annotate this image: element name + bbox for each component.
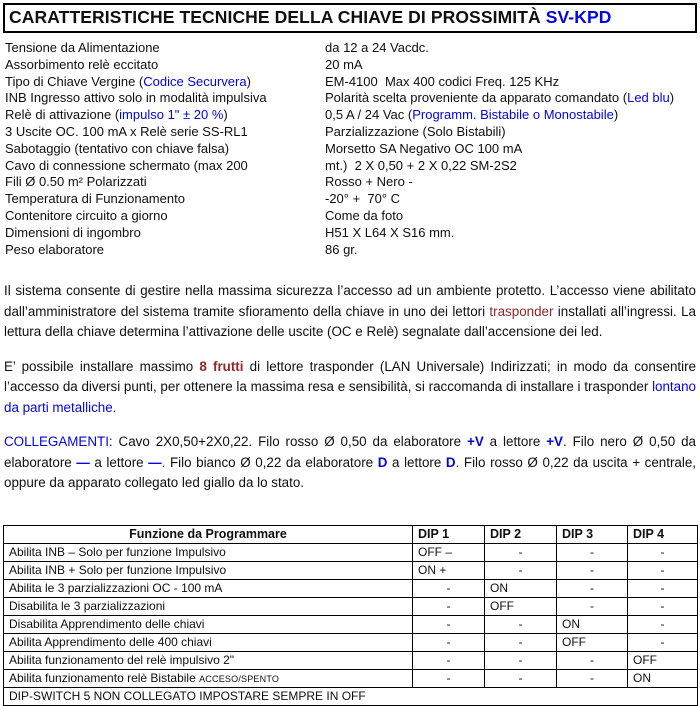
funzione-cell-text: ACCESO/SPENTO <box>199 674 280 685</box>
funzione-cell-text: Abilita Apprendimento delle 400 chiavi <box>9 635 212 650</box>
funzione-cell <box>4 543 413 561</box>
spec-value-text: 86 gr. <box>325 241 358 257</box>
spec-value <box>325 208 697 225</box>
spec-row <box>5 107 697 124</box>
funzione-cell-text: Abilita le 3 parzializzazioni OC - 100 mA <box>9 581 223 596</box>
dip-table-head <box>4 525 698 543</box>
table-row <box>4 651 698 669</box>
table-row <box>4 561 698 579</box>
spec-value <box>325 225 697 242</box>
paragraph-collegamenti-text: a lettore <box>387 454 446 470</box>
spec-label <box>5 57 325 74</box>
dip-value-cell: ON <box>557 615 628 633</box>
dip-value-cell: - <box>557 579 628 597</box>
spec-value-text: ) <box>669 90 675 106</box>
funzione-cell <box>4 579 413 597</box>
spec-list <box>3 40 697 258</box>
funzione-cell-text: Abilita INB + Solo per funzione Impulsivo <box>9 563 227 578</box>
table-row <box>4 687 698 705</box>
table-row <box>4 615 698 633</box>
spec-row <box>5 74 697 91</box>
dip-value-cell: ON <box>485 579 557 597</box>
dip-value-cell: - <box>628 597 698 615</box>
column-header-dip: DIP 2 <box>485 525 557 543</box>
funzione-cell <box>4 561 413 579</box>
spec-label-text: 3 Uscite OC. 100 mA x Relè serie SS-RL1 <box>5 123 248 139</box>
spec-value <box>325 107 697 124</box>
spec-row <box>5 225 697 242</box>
paragraph-installazione-frutti-text: di lettore trasponder (LAN Universale) Indirizzati; in modo da consentire l’accesso da diversi punti, per ottenere la massima resa e sensibilità, si raccomanda di installare i trasponder <box>4 358 696 395</box>
spec-value-text: Led blu <box>627 90 670 106</box>
dip-value-cell: - <box>413 615 485 633</box>
spec-row <box>5 208 697 225</box>
spec-label-text: Codice Securvera <box>143 73 247 89</box>
spec-value <box>325 74 697 91</box>
spec-row <box>5 90 697 107</box>
table-row <box>4 579 698 597</box>
paragraph-system-description-text: trasponder <box>489 303 554 319</box>
spec-row <box>5 57 697 74</box>
spec-value <box>325 174 697 191</box>
dip-value-cell: - <box>628 543 698 561</box>
paragraph-installazione-frutti-text: E’ possibile installare massimo <box>4 358 200 374</box>
spec-value <box>325 242 697 259</box>
spec-label <box>5 174 325 191</box>
paragraph-collegamenti-text: Cavo 2X0,50+2X0,22. Filo rosso Ø 0,50 da elaboratore <box>112 434 467 450</box>
column-header-dip: DIP 3 <box>557 525 628 543</box>
funzione-cell <box>4 633 413 651</box>
spec-value-text: Programm. Bistabile o Monostabile <box>412 107 614 123</box>
dip-value-cell: - <box>413 669 485 687</box>
paragraph-installazione-frutti-text: lontano da parti metalliche. <box>4 379 696 415</box>
dip-switch-table <box>3 525 698 706</box>
spec-value-text: mt.) 2 X 0,50 + 2 X 0,22 SM-2S2 <box>325 157 517 173</box>
spec-label-text: Tensione da Alimentazione <box>5 40 160 55</box>
column-header-dip: DIP 1 <box>413 525 485 543</box>
spec-row <box>5 191 697 208</box>
dip-value-cell: - <box>485 615 557 633</box>
spec-label-text: INB Ingresso attivo solo in modalità impulsiva <box>5 90 267 106</box>
paragraph-collegamenti-text: a lettore <box>89 454 149 470</box>
paragraph-collegamenti-text: — <box>76 454 90 470</box>
table-row <box>4 597 698 615</box>
spec-label-text: Contenitore circuito a giorno <box>5 207 168 223</box>
spec-label <box>5 208 325 225</box>
paragraph-collegamenti-text: COLLEGAMENTI: <box>4 434 113 450</box>
spec-value <box>325 141 697 158</box>
spec-value <box>325 90 697 107</box>
dip-value-cell: OFF <box>557 633 628 651</box>
dip-value-cell: - <box>628 561 698 579</box>
spec-row <box>5 124 697 141</box>
paragraph-collegamenti-text: . Filo bianco Ø 0,22 da elaboratore <box>161 454 378 470</box>
paragraph-collegamenti-text: D <box>445 454 456 470</box>
paragraph-collegamenti-text: D <box>377 454 388 470</box>
funzione-cell-text: Disabilita Apprendimento delle chiavi <box>9 617 205 632</box>
spec-value-text: ) <box>613 107 619 123</box>
paragraph-collegamenti-text: — <box>148 454 162 470</box>
paragraph-system-description-text: Il sistema consente di gestire nella massima sicurezza l’accesso ad un ambiente protetto. L’accesso viene abilitato dall’amministratore del sistema tramite sfioramento della chiave in uno dei lettori <box>4 283 696 319</box>
spec-label-text: ) <box>246 73 251 89</box>
spec-label-text: Assorbimento relè eccitato <box>5 56 159 72</box>
spec-value <box>325 158 697 175</box>
funzione-cell-text: Abilita funzionamento relè Bistabile <box>9 671 200 686</box>
paragraph-system-description <box>4 281 696 343</box>
spec-value-text: da 12 a 24 Vacdc. <box>325 40 429 55</box>
spec-value-text: -20° + 70° C <box>325 191 401 207</box>
dip-value-cell: - <box>628 579 698 597</box>
funzione-cell <box>4 651 413 669</box>
funzione-cell <box>4 669 413 687</box>
spec-value-text: Come da foto <box>325 207 404 223</box>
spec-label <box>5 225 325 242</box>
paragraph-system-description-text: installati all’ingressi. La lettura della chiave determina l’attivazione delle uscite (OC e Relè) segnalate dall’accensione dei led. <box>4 303 696 340</box>
spec-row <box>5 242 697 259</box>
dip-value-cell: - <box>557 597 628 615</box>
spec-label <box>5 107 325 124</box>
spec-label-text: Dimensioni di ingombro <box>5 224 141 240</box>
spec-row <box>5 158 697 175</box>
page-title <box>9 7 691 28</box>
dip-value-cell: OFF <box>485 597 557 615</box>
funzione-cell-text: Disabilita le 3 parzializzazioni <box>9 599 166 614</box>
spec-value-text: H51 X L64 X S16 mm. <box>325 224 455 240</box>
paragraph-collegamenti-text: . Filo rosso Ø 0,22 da uscita + centrale, oppure da apparato collegato led giallo da lo stato. <box>4 454 696 491</box>
dip-value-cell: - <box>413 597 485 615</box>
paragraph-collegamenti <box>4 432 696 494</box>
dip-value-cell: ON <box>628 669 698 687</box>
spec-label <box>5 124 325 141</box>
funzione-cell <box>4 597 413 615</box>
spec-label <box>5 40 325 57</box>
dip-value-cell: - <box>557 561 628 579</box>
spec-label-text: Temperatura di Funzionamento <box>5 191 185 207</box>
table-row <box>4 669 698 687</box>
spec-label <box>5 158 325 175</box>
spec-row <box>5 40 697 57</box>
dip-value-cell: - <box>557 543 628 561</box>
spec-label <box>5 191 325 208</box>
paragraph-installazione-frutti <box>4 357 696 419</box>
spec-label-text: Tipo di Chiave Vergine ( <box>5 73 144 89</box>
spec-label-text: Peso elaboratore <box>5 241 105 257</box>
spec-label <box>5 90 325 107</box>
spec-label-text: Sabotaggio (tentativo con chiave falsa) <box>5 140 230 156</box>
spec-value-text: Morsetto SA Negativo OC 100 mA <box>325 140 523 156</box>
dip-value-cell: - <box>557 651 628 669</box>
spec-label <box>5 242 325 259</box>
spec-label-text: Fili Ø 0.50 m² Polarizzati <box>5 174 147 190</box>
spec-value <box>325 124 697 141</box>
table-header-row <box>4 525 698 543</box>
body-paragraphs <box>3 281 697 494</box>
page-title-box <box>3 3 697 33</box>
dip-value-cell: - <box>628 633 698 651</box>
page-title-text: CARATTERISTICHE TECNICHE DELLA CHIAVE DI PROSSIMITÀ <box>9 7 546 27</box>
dip-value-cell: - <box>485 561 557 579</box>
spec-label-text: ) <box>223 107 228 123</box>
table-row <box>4 543 698 561</box>
page-title-text: SV-KPD <box>545 7 612 27</box>
dip-value-cell: - <box>628 615 698 633</box>
dip-table-body <box>4 543 698 687</box>
dip-value-cell: OFF <box>628 651 698 669</box>
spec-label-text: Cavo di connessione schermato (max 200 <box>5 157 248 173</box>
spec-value <box>325 57 697 74</box>
spec-value <box>325 40 697 57</box>
table-row <box>4 633 698 651</box>
dip-value-cell: - <box>413 651 485 669</box>
dip-value-cell: - <box>413 579 485 597</box>
dip-value-cell: - <box>485 669 557 687</box>
spec-value-text: 20 mA <box>325 56 363 72</box>
dip-value-cell: - <box>413 633 485 651</box>
dip-value-cell: - <box>485 543 557 561</box>
dip-value-cell: - <box>485 633 557 651</box>
funzione-cell-text: Abilita funzionamento del relè impulsivo 2" <box>9 653 235 668</box>
dip-value-cell: ON + <box>413 561 485 579</box>
spec-label <box>5 141 325 158</box>
column-header-funzione: Funzione da Programmare <box>4 525 413 543</box>
dip-value-cell: - <box>557 669 628 687</box>
spec-value <box>325 191 697 208</box>
spec-label-text: Relè di attivazione ( <box>5 107 120 123</box>
paragraph-collegamenti-text: a lettore <box>483 434 547 450</box>
funzione-cell-text: Abilita INB – Solo per funzione Impulsivo <box>9 545 226 560</box>
paragraph-installazione-frutti-text: 8 frutti <box>199 358 244 374</box>
paragraph-collegamenti-text: +V <box>546 434 563 450</box>
spec-row <box>5 174 697 191</box>
spec-row <box>5 141 697 158</box>
dip-value-cell: OFF – <box>413 543 485 561</box>
spec-value-text: EM-4100 Max 400 codici Freq. 125 KHz <box>325 73 560 89</box>
spec-value-text: Rosso + Nero - <box>325 174 413 190</box>
spec-value-text: Parzializzazione (Solo Bistabili) <box>325 123 506 139</box>
dip-switch5-note: DIP-SWITCH 5 NON COLLEGATO IMPOSTARE SEMPRE IN OFF <box>4 687 698 705</box>
paragraph-collegamenti-text: +V <box>467 434 484 450</box>
dip-value-cell: - <box>485 651 557 669</box>
spec-value-text: 0,5 A / 24 Vac ( <box>325 107 413 123</box>
funzione-cell <box>4 615 413 633</box>
spec-label <box>5 74 325 91</box>
paragraph-collegamenti-text: . Filo nero Ø 0,50 da elaboratore <box>4 434 696 470</box>
column-header-dip: DIP 4 <box>628 525 698 543</box>
spec-value-text: Polarità scelta proveniente da apparato comandato ( <box>325 90 628 106</box>
spec-label-text: impulso 1" ± 20 % <box>119 107 224 123</box>
